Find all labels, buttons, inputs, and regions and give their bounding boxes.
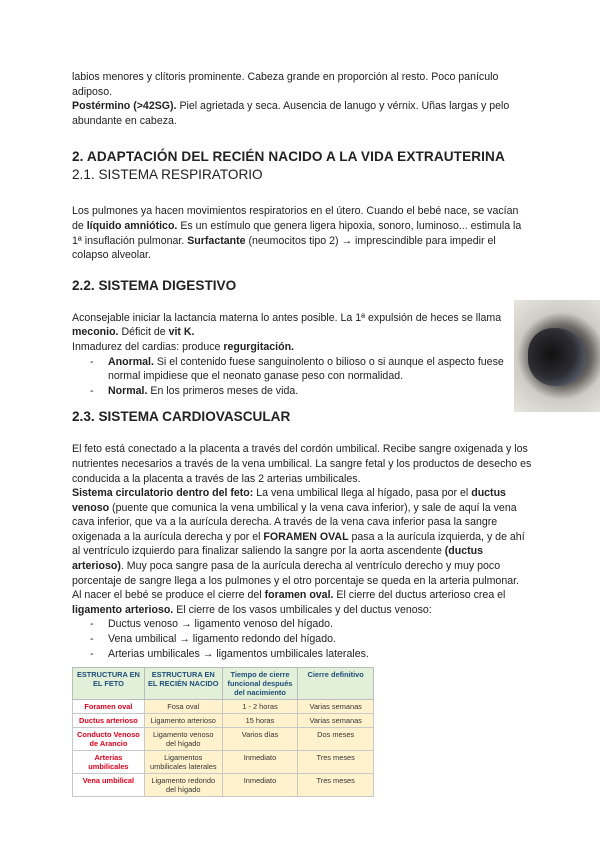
section-title: 2. ADAPTACIÓN DEL RECIÉN NACIDO A LA VIDA EXTRAUTERINA — [72, 149, 505, 165]
list-item: - Anormal. Si el contenido fuese sanguinolento o bilioso o si aunque el aspecto fuese normal impidiese que el neonato ganase peso con normalidad. — [90, 355, 532, 384]
col-header: ESTRUCTURA EN EL FETO — [73, 668, 145, 700]
list-item: - Ductus venoso → ligamento venoso del hígado. — [90, 617, 532, 632]
subsection-respiratory: 2.1. SISTEMA RESPIRATORIO — [72, 167, 263, 183]
table-cell: Vena umbilical — [73, 774, 145, 797]
document-page — [72, 70, 532, 797]
postterm-paragraph: Postérmino (>42SG). Piel agrietada y seca. Ausencia de lanugo y vérnix. Uñas largas y pelo abundante en cabeza. — [72, 100, 510, 127]
digestive-paragraph: Aconsejable iniciar la lactancia materna lo antes posible. La 1ª expulsión de heces se llama meconio. Déficit de vit K. — [72, 311, 502, 339]
table-cell: Inmediato — [222, 774, 298, 797]
respiratory-paragraph: Los pulmones ya hacen movimientos respiratorios en el útero. Cuando el bebé nace, se vacían de líquido amniótico. Es un estímulo que genera ligera hipoxia, sonoro, luminoso... estimula la 1ª insuflación pulmonar. Surfactante (neumocitos tipo 2) → imprescindible para impedir el colapso alveolar. — [72, 205, 522, 262]
list-item: - Arterias umbilicales → ligamentos umbilicales laterales. — [90, 647, 532, 662]
regurgitation-list — [72, 355, 532, 399]
table-cell: Tres meses — [298, 774, 374, 797]
table-row — [73, 774, 374, 797]
subsection-cardiovascular: 2.3. SISTEMA CARDIOVASCULAR — [72, 409, 291, 425]
col-header: ESTRUCTURA EN EL RECIÉN NACIDO — [144, 668, 222, 700]
subsection-digestive: 2.2. SISTEMA DIGESTIVO — [72, 277, 237, 293]
table-cell: Ligamento redondo del hígado — [144, 774, 222, 797]
closure-paragraph: Al nacer el bebé se produce el cierre del foramen oval. El cierre del ductus arterioso crea el ligamento arterioso. El cierre de los vasos umbilicales y del ductus venoso: — [72, 589, 506, 616]
col-header: Tiempo de cierre funcional después del nacimiento — [222, 668, 298, 700]
table-cell: Inmediato — [222, 751, 298, 774]
col-header: Cierre definitivo — [298, 668, 374, 700]
fetal-circulation-paragraph: Sistema circulatorio dentro del feto: La vena umbilical llega al hígado, pasa por el ductus venoso (puente que comunica la vena umbilical y la vena cava inferior), y sale de aquí la vena cava inferior, que va a la aurícula derecha. A través de la vena cava inferior pasa la sangre oxigenada a la aurícula derecha y por el FORAMEN OVAL pasa a la aurícula izquierda, y de ahí al ventrículo izquierdo para finalizar saliendo la sangre por la aorta ascendente (ductus arterioso). Muy poca sangre pasa de la aurícula derecha al ventrículo derecho y muy poco porcentaje de sangre llega a los pulmones y el otro porcentaje se queda en la arteria pulmonar. — [72, 487, 525, 587]
table-cell: Dos meses — [298, 728, 374, 751]
table-cell: 15 horas — [222, 714, 298, 728]
table-cell: Arterias umbilicales — [73, 751, 145, 774]
intro-line: labios menores y clítoris prominente. Cabeza grande en proporción al resto. Poco panículo adiposo. — [72, 71, 499, 98]
table-row — [73, 700, 374, 714]
table-cell: Foramen oval — [73, 700, 145, 714]
list-item: - Normal. En los primeros meses de vida. — [90, 384, 532, 399]
table-cell: Ductus arterioso — [73, 714, 145, 728]
cardio-intro: El feto está conectado a la placenta a través del cordón umbilical. Recibe sangre oxigenada y los nutrientes necesarios a través de la vena umbilical. La sangre fetal y los productos de desecho es conducida a la placenta a través de las 2 arterias umbilicales. — [72, 443, 532, 485]
table-cell: Conducto Venoso de Arancio — [73, 728, 145, 751]
table-cell: Tres meses — [298, 751, 374, 774]
table-cell: Fosa oval — [144, 700, 222, 714]
table-cell: 1 - 2 horas — [222, 700, 298, 714]
table-cell: Ligamento venoso del hígado — [144, 728, 222, 751]
table-cell: Ligamentos umbilicales laterales — [144, 751, 222, 774]
closure-list — [72, 617, 532, 661]
table-header-row — [73, 668, 374, 700]
list-item: - Vena umbilical → ligamento redondo del hígado. — [90, 632, 532, 647]
cardias-line: Inmadurez del cardias: produce regurgitación. — [72, 340, 294, 353]
table-row — [73, 714, 374, 728]
table-cell: Varias semanas — [298, 714, 374, 728]
table-cell: Ligamento arterioso — [144, 714, 222, 728]
closure-table — [72, 667, 374, 797]
table-row — [73, 751, 374, 774]
table-row — [73, 728, 374, 751]
table-cell: Varias semanas — [298, 700, 374, 714]
table-cell: Varios días — [222, 728, 298, 751]
